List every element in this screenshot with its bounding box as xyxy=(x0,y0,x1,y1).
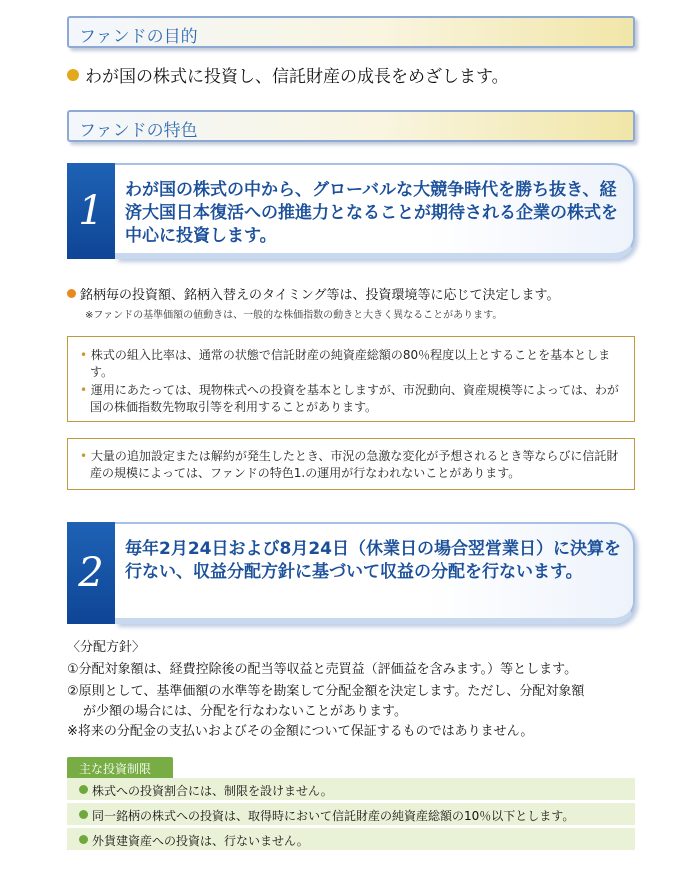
feature-1-body xyxy=(115,163,635,259)
distribution-heading: 〈分配方針〉 xyxy=(67,640,146,655)
purpose-statement xyxy=(67,62,509,87)
box2-item-1: • 大量の追加設定または解約が発生したとき、市況の急激な変化が予想されるとき等ならびに信託財産の規模によっては、ファンドの特色1.の運用が行なわれないことがあります。 xyxy=(80,449,619,480)
distribution-note: ※将来の分配金の支払いおよびその金額について保証するものではありません。 xyxy=(67,724,534,739)
feature-2-body xyxy=(115,522,635,624)
feature-2-text: 毎年2月24日および8月24日（休業日の場合翌営業日）に決算を行ない、収益分配方針に基づいて収益の分配を行ないます。 xyxy=(125,539,621,582)
bullet-mark-icon: • xyxy=(80,449,88,463)
box1-item-1: • 株式の組入比率は、通常の状態で信託財産の純資産総額の80％程度以上とすることを基本とします。 xyxy=(80,348,611,379)
distribution-item-1: ①分配対象額は、経費控除後の配当等収益と売買益（評価益を含みます。）等とします。 xyxy=(67,662,578,677)
feature-1-bullet xyxy=(67,284,559,303)
features-heading-bar xyxy=(67,110,635,142)
limits-row-1: 株式への投資割合には、制限を設けません。 xyxy=(67,778,635,800)
feature-1-detail-box xyxy=(67,336,635,422)
feature-2-card xyxy=(67,522,635,624)
purpose-heading: ファンドの目的 xyxy=(79,27,198,47)
feature-1-note: ※ファンドの基準価額の値動きは、一般的な株価指数の動きと大きく異なることがあります。 xyxy=(85,310,503,321)
features-heading: ファンドの特色 xyxy=(79,121,198,141)
feature-1-caution-box xyxy=(67,438,635,490)
bullet-dot-icon xyxy=(79,785,88,794)
bullet-dot-icon xyxy=(79,835,88,844)
feature-1-number: 1 xyxy=(78,188,104,234)
purpose-heading-bar xyxy=(67,16,635,48)
feature-1-card xyxy=(67,163,635,259)
limits-tab: 主な投資制限 xyxy=(67,757,173,778)
bullet-dot-icon xyxy=(79,810,88,819)
bullet-dot-icon xyxy=(67,289,76,298)
feature-1-text: わが国の株式の中から、グローバルな大競争時代を勝ち抜き、経済大国日本復活への推進力となることが期待される企業の株式を中心に投資します。 xyxy=(125,180,618,246)
bullet-dot-icon xyxy=(67,69,79,81)
bullet-mark-icon: • xyxy=(80,348,88,362)
distribution-item-2-line1: ②原則として、基準価額の水準等を勘案して分配金額を決定します。ただし、分配対象額 xyxy=(67,684,585,699)
feature-2-number: 2 xyxy=(78,550,104,596)
bullet-mark-icon: • xyxy=(80,383,88,397)
box1-item-2: • 運用にあたっては、現物株式への投資を基本としますが、市況動向、資産規模等によっては、わが国の株価指数先物取引等を利用することがあります。 xyxy=(80,383,619,414)
limits-row-2: 同一銘柄の株式への投資は、取得時において信託財産の純資産総額の10％以下とします。 xyxy=(67,803,635,825)
distribution-item-2-line2: が少額の場合には、分配を行なわないことがあります。 xyxy=(83,704,407,719)
purpose-text: わが国の株式に投資し、信託財産の成長をめざします。 xyxy=(85,67,509,87)
feature-1-bullet-text: 銘柄毎の投資額、銘柄入替えのタイミング等は、投資環境等に応じて決定します。 xyxy=(80,288,560,303)
limits-row-3: 外貨建資産への投資は、行ないません。 xyxy=(67,828,635,850)
